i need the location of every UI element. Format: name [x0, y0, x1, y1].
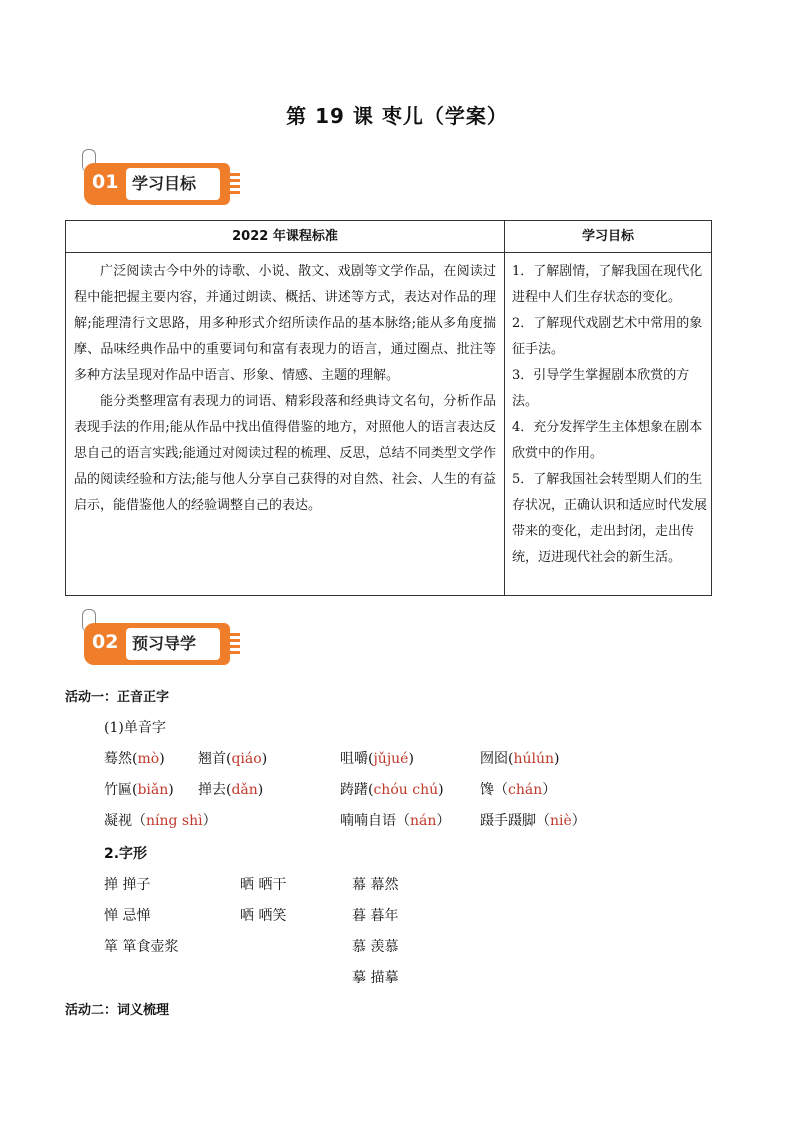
standards-cell [74, 259, 496, 519]
glyph-title: 2.字形 [104, 846, 148, 862]
pinyin: níng shì [146, 813, 203, 829]
pronunciation-item: 喃喃自语（nán） [340, 813, 451, 829]
activity-one-title: 活动一：正音正字 [65, 690, 170, 705]
pronunciation-item: 翘首(qiáo) [198, 751, 268, 767]
glyph-item: 慕 羡慕 [352, 939, 399, 955]
table-header-goals: 学习目标 [581, 229, 634, 244]
pinyin: qiáo [231, 751, 262, 767]
section-label: 预习导学 [126, 628, 220, 660]
glyph-item: 箪 箪食壶浆 [104, 939, 179, 955]
pinyin: dǎn [231, 782, 258, 798]
glyph-item: 暮 暮年 [352, 908, 399, 924]
section-banner-goals [84, 163, 230, 205]
table-header-standard: 2022 年课程标准 [232, 229, 338, 244]
pronunciation-item: 竹匾(biǎn) [104, 782, 174, 798]
goal-item: 2．了解现代戏剧艺术中常用的象征手法。 [512, 316, 703, 357]
section-label: 学习目标 [126, 168, 220, 200]
pinyin: jǔjué [373, 751, 409, 767]
goal-item: 3．引导学生掌握剧本欣赏的方法。 [512, 368, 690, 409]
section-number: 01 [92, 171, 119, 193]
pronunciation-item: 掸去(dǎn) [198, 782, 264, 798]
pronunciation-item: 踌躇(chóu chú) [340, 782, 444, 798]
glyph-item: 掸 掸子 [104, 877, 151, 893]
glyph-item: 惮 忌惮 [104, 908, 151, 924]
section-banner-preview [84, 623, 230, 665]
glyph-item: 幕 幕然 [352, 877, 399, 893]
pinyin: niè [550, 813, 572, 829]
goal-item: 4．充分发挥学生主体想象在剧本欣赏中的作用。 [512, 420, 703, 461]
pinyin: chóu chú [373, 782, 439, 798]
activity-two-title: 活动二：词义梳理 [65, 1003, 170, 1018]
pronunciation-item: 咀嚼(jǔjué) [340, 751, 414, 767]
goals-table [65, 220, 712, 596]
pronunciation-title: (1)单音字 [104, 720, 166, 736]
page-title: 第 19 课 枣儿（学案） [286, 104, 508, 128]
pinyin: nán [410, 813, 437, 829]
goals-cell [512, 259, 708, 571]
glyph-item: 晒 晒干 [240, 877, 287, 893]
goal-item: 1．了解剧情，了解我国在现代化进程中人们生存状态的变化。 [512, 264, 703, 305]
pronunciation-item: 馋（chán） [480, 782, 557, 798]
pinyin: húlún [513, 751, 555, 767]
pronunciation-item: 蓦然(mò) [104, 751, 165, 767]
glyph-item: 哂 哂笑 [240, 908, 287, 924]
pronunciation-item: 凝视（níng shì） [104, 813, 217, 829]
pronunciation-item: 囫囵(húlún) [480, 751, 560, 767]
standard-paragraph: 广泛阅读古今中外的诗歌、小说、散文、戏剧等文学作品，在阅读过程中能把握主要内容，并通过朗读、概括、讲述等方式，表达对作品的理解;能理清行文思路，用多种形式介绍所读作品的基本脉络;能从多角度揣摩、品味经典作品中的重要词句和富有表现力的语言，通过圈点、批注等多种方法呈现对作品中语言、形象、情感、主题的理解。 [74, 264, 496, 383]
goal-item: 5．了解我国社会转型期人们的生存状况，正确认识和适应时代发展带来的变化，走出封闭，走出传统，迈进现代社会的新生活。 [512, 472, 708, 565]
pinyin: mò [137, 751, 160, 767]
pronunciation-item: 蹑手蹑脚（niè） [480, 813, 586, 829]
standard-paragraph: 能分类整理富有表现力的词语、精彩段落和经典诗文名句，分析作品表现手法的作用;能从作品中找出值得借鉴的地方，对照他人的语言表达反思自己的语言实践;能通过对阅读过程的梳理、反思，总结不同类型文学作品的阅读经验和方法;能与他人分享自己获得的对自然、社会、人生的有益启示，能借鉴他人的经验调整自己的表达。 [74, 394, 496, 513]
pinyin: chán [508, 782, 543, 798]
pinyin: biǎn [137, 782, 169, 798]
glyph-item: 摹 描摹 [352, 970, 399, 986]
section-number: 02 [92, 631, 119, 653]
